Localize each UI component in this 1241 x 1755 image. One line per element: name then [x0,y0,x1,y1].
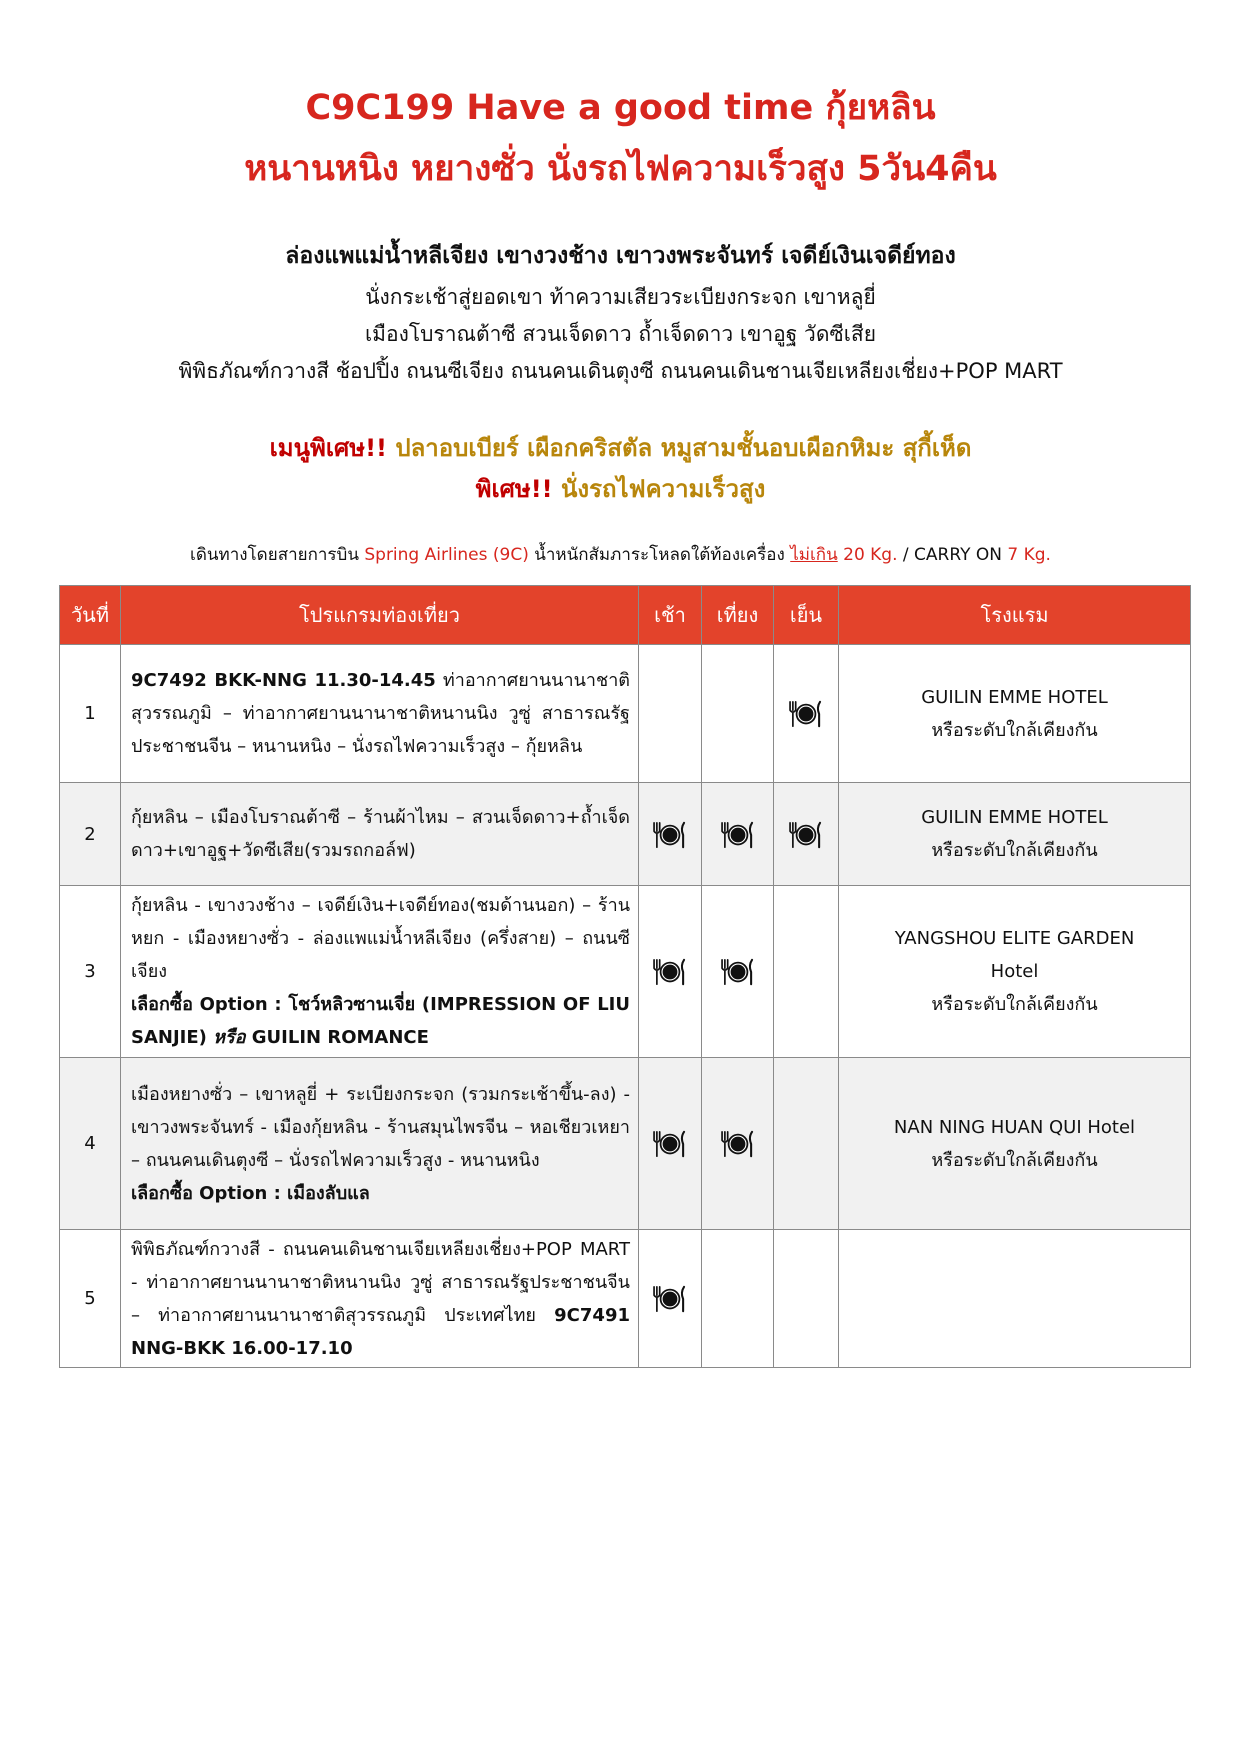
dinner-cell [774,783,839,886]
program-cell [121,783,639,886]
hotel-name-cont: Hotel [990,961,1039,982]
breakfast-cell [639,783,702,886]
hotel-name: NAN NING HUAN QUI Hotel [893,1116,1136,1138]
program-text: พิพิธภัณฑ์กวางสี - ถนนคนเดินชานเจียเหลียงเชี่ยง+POP MART - ท่าอากาศยานนานาชาติหนานนิง วูซู่ สาธารณรัฐประชาชนจีน – ท่าอากาศยานนานาชาติสุวรรณภูมิ ประเทศไทย [131,1238,630,1326]
day-number: 1 [60,645,121,783]
baggage-limit-word: ไม่เกิน [790,545,838,565]
header-lunch: เที่ยง [702,586,774,645]
highlight-line-4: พิพิธภัณฑ์กวางสี ช้อปปิ้ง ถนนซีเจียง ถนนคนเดินตุงซี ถนนคนเดินชานเจียเหลียงเชี่ยง+POP MART [178,359,1063,383]
program-cell [121,886,639,1058]
day-number: 4 [60,1058,121,1230]
hotel-cell [839,886,1191,1058]
special-train-text: นั่งรถไฟความเร็วสูง [552,475,766,503]
baggage-text: น้ำหนักสัมภาระโหลดใต้ท้องเครื่อง [528,545,791,565]
header-day: วันที่ [60,586,121,645]
program-cell [121,1058,639,1230]
airline-info [0,542,1241,568]
hotel-cell [839,1058,1191,1230]
dinner-cell [774,645,839,783]
hotel-cell [839,1230,1191,1368]
lunch-cell [702,645,774,783]
flight-info: 9C7491 NNG-BKK 16.00-17.10 [131,1304,630,1359]
checked-baggage: 20 Kg. [837,545,898,565]
highlight-line-1: ล่องแพแม่น้ำหลีเจียง เขางวงช้าง เขาวงพระจันทร์ เจดีย์เงินเจดีย์ทอง [285,243,956,269]
program-text: กุ้ยหลิน - เขางวงช้าง – เจดีย์เงิน+เจดีย์ทอง(ชมด้านนอก) – ร้านหยก - เมืองหยางซั่ว - ล่องแพแม่น้ำหลีเจียง (ครึ่งสาย) – ถนนซีเจียง [131,895,630,982]
plate-fork-knife-icon [651,820,689,850]
tour-title-line2: หนานหนิง หยางซั่ว นั่งรถไฟความเร็วสูง 5วัน4คืน [244,149,997,189]
breakfast-cell [639,645,702,783]
table-row [60,1058,1191,1230]
or-text: หรือ [213,1027,246,1048]
special-menu-label: เมนูพิเศษ!! [269,434,387,462]
special-menu-text: ปลาอบเบียร์ เผือกคริสตัล หมูสามชั้นอบเผือกหิมะ สุกี้เห็ด [386,434,972,462]
plate-fork-knife-icon [651,1284,689,1314]
airline-name: Spring Airlines (9C) [364,545,529,565]
header-dinner: เย็น [774,586,839,645]
carry-on-weight: 7 Kg. [1007,545,1051,565]
option-text: เลือกซื้อ Option : เมืองลับแล [131,1182,370,1204]
plate-fork-knife-icon [787,820,825,850]
plate-fork-knife-icon [719,1129,757,1159]
hotel-name: GUILIN EMME HOTEL [921,686,1108,708]
program-cell [121,1230,639,1368]
itinerary-table [59,585,1191,1368]
lunch-cell [702,1230,774,1368]
flight-info: 9C7492 BKK-NNG 11.30-14.45 [131,670,436,691]
special-train-label: พิเศษ!! [475,475,553,503]
day-number: 5 [60,1230,121,1368]
table-row [60,783,1191,886]
tour-title-line1: C9C199 Have a good time กุ้ยหลิน [305,88,936,128]
highlight-line-2: นั่งกระเช้าสู่ยอดเขา ท้าความเสียวระเบียงกระจก เขาหลูยี่ [365,285,876,309]
hotel-cell [839,645,1191,783]
plate-fork-knife-icon [719,957,757,987]
hotel-name: YANGSHOU ELITE GARDEN [894,928,1135,949]
breakfast-cell [639,1058,702,1230]
program-text: ท่าอากาศยานนานาชาติสุวรรณภูมิ – ท่าอากาศยานนานาชาติหนานนิง วูซู่ สาธารณรัฐประชาชนจีน – หนานหนิง – นั่งรถไฟความเร็วสูง – กุ้ยหลิน [131,670,630,757]
option-alt-text: GUILIN ROMANCE [245,1027,429,1048]
day-number: 2 [60,783,121,886]
highlight-line-3: เมืองโบราณต้าซี สวนเจ็ดดาว ถ้ำเจ็ดดาว เขาอูฐ วัดซีเสีย [364,322,877,346]
header-hotel: โรงแรม [839,586,1191,645]
header-breakfast: เช้า [639,586,702,645]
lunch-cell [702,783,774,886]
breakfast-cell [639,1230,702,1368]
hotel-note: หรือระดับใกล้เคียงกัน [931,719,1098,741]
program-cell [121,645,639,783]
dinner-cell [774,886,839,1058]
carry-on-label: / CARRY ON [897,545,1008,565]
breakfast-cell [639,886,702,1058]
special-train-line [0,468,1241,510]
table-row [60,1230,1191,1368]
day-number: 3 [60,886,121,1058]
table-row [60,886,1191,1058]
plate-fork-knife-icon [651,957,689,987]
hotel-note: หรือระดับใกล้เคียงกัน [931,994,1098,1015]
hotel-note: หรือระดับใกล้เคียงกัน [931,840,1098,861]
plate-fork-knife-icon [787,699,825,729]
plate-fork-knife-icon [719,820,757,850]
dinner-cell [774,1058,839,1230]
header-program: โปรแกรมท่องเที่ยว [121,586,639,645]
plate-fork-knife-icon [651,1129,689,1159]
dinner-cell [774,1230,839,1368]
airline-prefix: เดินทางโดยสายการบิน [190,545,365,565]
lunch-cell [702,1058,774,1230]
program-text: เมืองหยางซั่ว – เขาหลูยี่ + ระเบียงกระจก (รวมกระเช้าขึ้น-ลง) - เขาวงพระจันทร์ - เมืองกุ้ยหลิน - ร้านสมุนไพรจีน – หอเชียวเหยา – ถนนคนเดินตุงซี – นั่งรถไฟความเร็วสูง - หนานหนิง [131,1083,630,1171]
program-text: กุ้ยหลิน – เมืองโบราณต้าซี – ร้านผ้าไหม – สวนเจ็ดดาว+ถ้ำเจ็ดดาว+เขาอูฐ+วัดซีเสีย(รวมรถกอล์ฟ) [131,807,630,861]
lunch-cell [702,886,774,1058]
option-text: เลือกซื้อ Option : โชว์หลิวซานเจี่ย (IMPRESSION OF LIU SANJIE) [131,994,630,1048]
table-header-row [60,586,1191,645]
hotel-name: GUILIN EMME HOTEL [921,807,1108,828]
hotel-note: หรือระดับใกล้เคียงกัน [931,1149,1098,1171]
special-menu-line [0,427,1241,469]
table-row [60,645,1191,783]
hotel-cell [839,783,1191,886]
